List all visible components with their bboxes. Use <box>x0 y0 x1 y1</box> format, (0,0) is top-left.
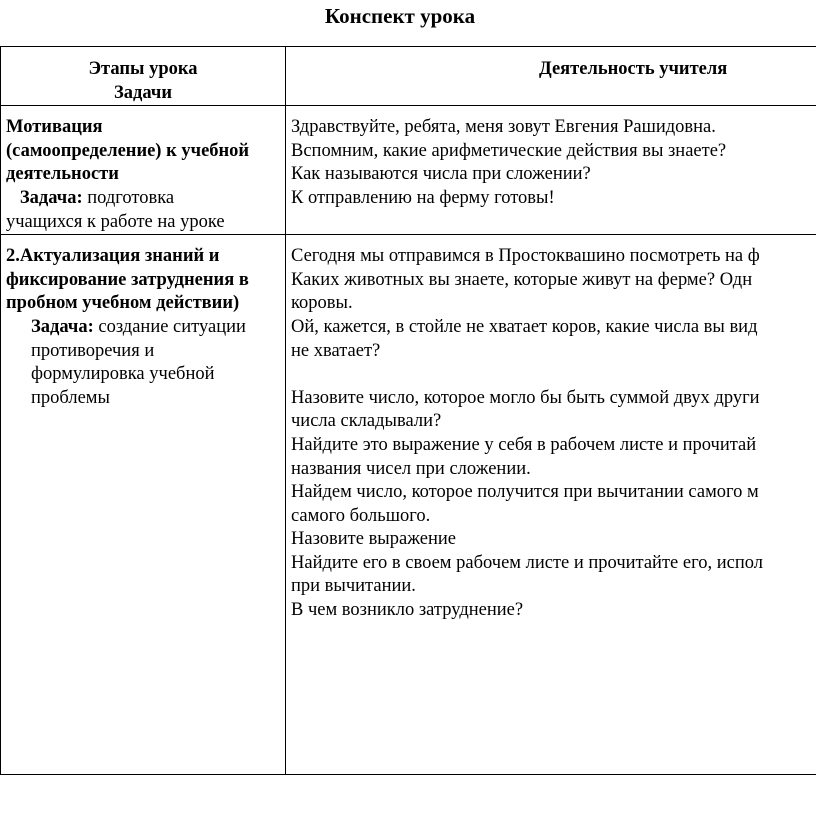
teacher-line: Ой, кажется, в стойле не хватает коров, какие числа вы вид <box>291 316 758 337</box>
table-row <box>1 106 816 235</box>
teacher-line: Найдем число, которое получится при вычитании самого м <box>291 482 759 503</box>
table-row <box>1 235 816 775</box>
task-text-line: формулировка учебной <box>31 364 215 385</box>
teacher-line: Сегодня мы отправимся в Простоквашино посмотреть на ф <box>291 246 760 267</box>
task-text: создание ситуации <box>93 316 246 337</box>
stage-title-line: фиксирование затруднения в <box>6 269 249 290</box>
teacher-line: самого большого. <box>291 505 431 526</box>
stage-title-line: 2.Актуализация знаний и <box>6 246 220 267</box>
stage-cell-actualization <box>1 235 286 775</box>
task-text-line: учащихся к работе на уроке <box>6 211 225 232</box>
task-label: Задача: <box>19 187 83 208</box>
task-line <box>31 316 283 340</box>
header-teacher-cell <box>286 47 816 106</box>
task-block <box>6 316 283 410</box>
stage-title <box>6 245 283 316</box>
teacher-line: названия чисел при сложении. <box>291 458 531 479</box>
stage-title-line: деятельности <box>6 164 119 185</box>
stage-title <box>6 116 283 187</box>
teacher-line: Назовите выражение <box>291 529 456 550</box>
task-text-line: проблемы <box>31 387 110 408</box>
teacher-line: не хватает? <box>291 340 381 361</box>
task-text: подготовка <box>82 187 175 208</box>
teacher-cell-actualization <box>286 235 816 775</box>
stage-title-line: пробном учебном действии) <box>6 293 240 314</box>
teacher-line: числа складывали? <box>291 411 442 432</box>
table-header-row <box>1 47 816 106</box>
teacher-line: В чем возникло затруднение? <box>291 600 524 621</box>
paragraph-gap <box>291 363 816 387</box>
teacher-line: Назовите число, которое могло бы быть суммой двух други <box>291 387 760 408</box>
header-stages-label: Этапы урока <box>88 59 198 79</box>
task-text-line: противоречия и <box>31 340 155 361</box>
teacher-line: Вспомним, какие арифметические действия вы знаете? <box>291 140 727 161</box>
lesson-plan-table <box>0 46 816 775</box>
header-stages-cell <box>1 47 286 106</box>
teacher-line: К отправлению на ферму готовы! <box>291 187 555 208</box>
teacher-cell-motivation <box>286 106 816 235</box>
teacher-line: Найдите это выражение у себя в рабочем листе и прочитай <box>291 434 757 455</box>
header-tasks-label: Задачи <box>114 82 172 103</box>
stage-cell-motivation <box>1 106 286 235</box>
teacher-line: при вычитании. <box>291 576 416 597</box>
teacher-line: коровы. <box>291 293 353 314</box>
teacher-line: Как называются числа при сложении? <box>291 164 591 185</box>
stage-title-line: Мотивация <box>6 117 103 138</box>
header-teacher-label: Деятельность учителя <box>539 59 728 79</box>
teacher-line: Здравствуйте, ребята, меня зовут Евгения Рашидовна. <box>291 117 716 138</box>
task-line <box>6 187 283 211</box>
teacher-line: Найдите его в своем рабочем листе и прочитайте его, испол <box>291 552 763 573</box>
task-label: Задача: <box>31 316 94 337</box>
stage-title-line: (самоопределение) к учебной <box>6 140 250 161</box>
page-title: Конспект урока <box>324 4 476 28</box>
teacher-line: Каких животных вы знаете, которые живут на ферме? Одн <box>291 269 753 290</box>
